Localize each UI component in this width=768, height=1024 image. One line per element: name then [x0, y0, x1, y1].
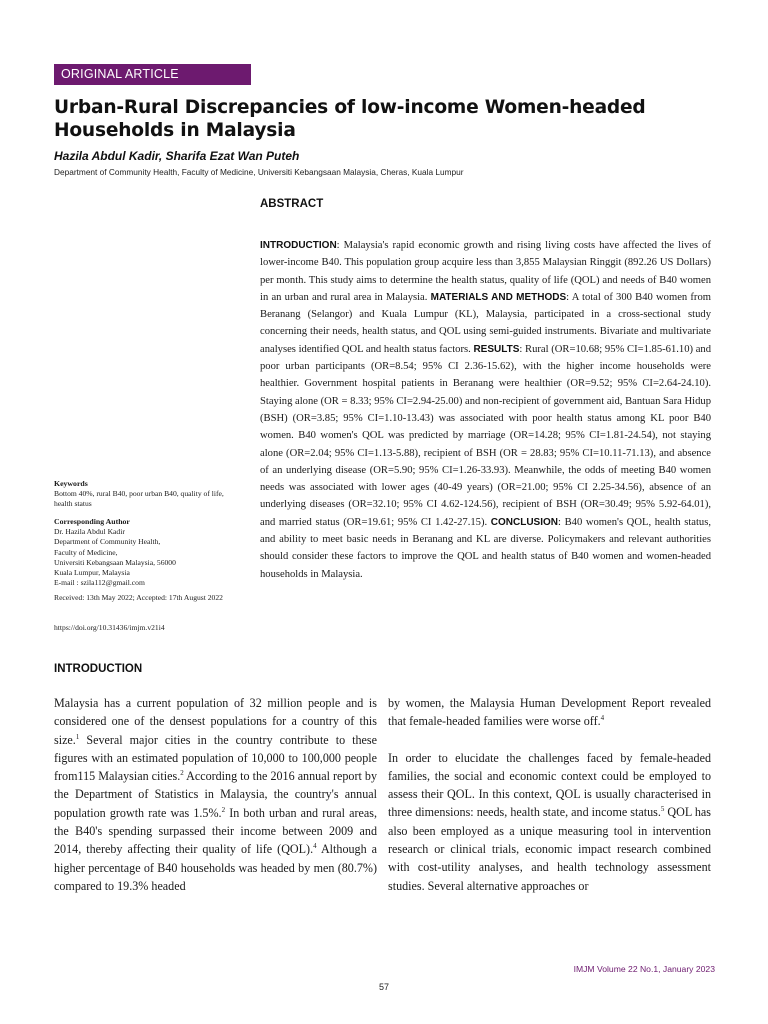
- citation-ref: 4: [600, 714, 605, 723]
- abstract-conclusion-label: CONCLUSION: [490, 516, 559, 528]
- corresponding-email: E-mail : szila112@gmail.com: [54, 578, 145, 588]
- keywords-label: Keywords: [54, 479, 88, 488]
- received-accepted-dates: Received: 13th May 2022; Accepted: 17th August 2022: [54, 593, 223, 602]
- abstract-heading: ABSTRACT: [260, 198, 324, 210]
- author-affiliation: Department of Community Health, Faculty of Medicine, Universiti Kebangsaan Malaysia, Cheras, Kuala Lumpur: [54, 167, 464, 177]
- citation-ref: 2: [180, 769, 184, 778]
- citation-ref: 4: [313, 842, 317, 851]
- abstract-text: [260, 237, 711, 583]
- corresponding-author-block: [54, 517, 244, 588]
- abstract-results-text: : Rural (OR=10.68; 95% CI=1.85-61.10) and poor urban participants (OR=8.54; 95% CI 2.36-15.62), with the higher income households were healthier. Government hospital patients in Beranang were healthier (OR=9.52; 95% CI=2.64-24.10). Staying alone (OR = 8.33; 95% CI=2.94-25.00) and non-recipient of government aid, Bantuan Sara Hidup (BSH) (OR=3.85; 95% CI=1.10-13.43) was associated with poor health status among KL poor B40 women. B40 women's QOL was predicted by marriage (OR=14.28; 95% CI=1.81-24.54), not staying alone (OR=2.04; 95% CI=1.13-5.88), recipient of BSH (OR = 28.83; 95% CI=10.11-71.13), and absence of an underlying disease (OR=5.90; 95% CI=1.26-33.93). Meanwhile, the odds of meeting B40 women needs was associated with lower ages (40-49 years) (OR=21.00; 95% CI 2.25-34.56), absence of an underlying diseases (OR=32.10; 95% CI 4.62-124.56), recipient of BSH (OR=30.49; 95% 5.92-64.01), and married status (OR=19.61; 95% CI 1.42-27.15).: [260, 343, 712, 528]
- corresponding-line: Universiti Kebangsaan Malaysia, 56000: [54, 557, 176, 567]
- doi-link[interactable]: https://doi.org/10.31436/imjm.v21i4: [54, 623, 165, 632]
- corresponding-line: Faculty of Medicine,: [54, 547, 118, 557]
- keywords-text: Bottom 40%, rural B40, poor urban B40, quality of life, health status: [54, 489, 224, 509]
- text-run: Malaysia has a current population of 32 million people and is considered one of the densest populations for a country of this size.: [54, 696, 377, 747]
- paragraph: [54, 694, 377, 895]
- corresponding-line: Kuala Lumpur, Malaysia: [54, 568, 130, 578]
- paragraph: [388, 694, 711, 731]
- abstract-intro-label: INTRODUCTION: [260, 240, 337, 251]
- text-run: According to the 2016 annual report by the Department of Statistics in Malaysia, the country's annual population growth rate was 1.5%.: [54, 769, 377, 820]
- corresponding-author-label: Corresponding Author: [54, 517, 130, 526]
- article-title: Urban-Rural Discrepancies of low-income Women-headed Households in Malaysia: [54, 97, 646, 141]
- journal-footer: IMJM Volume 22 No.1, January 2023: [573, 964, 715, 974]
- text-run: In both urban and rural areas, the B40's spending surpassed their income between 2009 and 2014, thereby affecting their quality of life (QOL).: [54, 805, 377, 857]
- body-column-right: [388, 694, 711, 895]
- abstract-results-label: RESULTS: [473, 343, 520, 355]
- body-column-left: [54, 694, 377, 895]
- article-type-badge: ORIGINAL ARTICLE: [54, 64, 251, 85]
- abstract-conclusion-text: : B40 women's QOL, health status, and ability to meet basic needs in Beranang and KL are diverse. Policymakers and relevant authorities should consider these factors to improve the QOL and health status of B40 women and women-headed households in Malaysia.: [260, 516, 711, 580]
- corresponding-line: Dr. Hazila Abdul Kadir: [54, 527, 125, 537]
- text-run: QOL has also been employed as a unique measuring tool in intervention research or clinical trials, economic impact research combined with cost-utility analyses, and health technology assessment studies. Several alternative approaches or: [388, 805, 711, 893]
- paragraph: [388, 749, 711, 895]
- keywords-block: [54, 479, 244, 510]
- corresponding-line: Department of Community Health,: [54, 537, 161, 547]
- text-run: Several major cities in the country contribute to these figures with an estimated population of 10,000 to 100,000 people from115 Malaysian cities.: [54, 732, 377, 784]
- citation-ref: 1: [75, 732, 80, 741]
- introduction-heading: INTRODUCTION: [54, 663, 143, 675]
- text-run: Although a higher percentage of B40 households was headed by men (80.7%) compared to 19.3% headed: [54, 842, 377, 893]
- page-number: 57: [378, 982, 389, 992]
- text-run: In order to elucidate the challenges faced by female-headed families, the social and economic context could be employed to assess their QOL. In this context, QOL is usually characterised in three dimensions: needs, health state, and income status.: [388, 750, 711, 820]
- citation-ref: 5: [660, 805, 665, 814]
- citation-ref: 2: [221, 805, 226, 814]
- text-run: by women, the Malaysia Human Development Report revealed that female-headed families were worse off.: [388, 696, 711, 729]
- abstract-intro-text: : Malaysia's rapid economic growth and rising living costs have affected the lives of lower-income B40. This population group acquire less than 3,855 Malaysian Ringgit (892.26 US Dollars) per month. This study aims to determine the health status, quality of life (QOL) and needs of B40 women in an urban and rural area in Malaysia.: [260, 240, 711, 303]
- author-list: Hazila Abdul Kadir, Sharifa Ezat Wan Puteh: [54, 149, 300, 163]
- abstract-methods-text: : A total of 300 B40 women from Beranang (Selangor) and Kuala Lumpur (KL), Malaysia, participated in a cross-sectional study concerning their needs, health status, and QOL using semi-guided instruments. Bivariate and multivariate analyses identified QOL and health status factors.: [260, 291, 711, 355]
- abstract-methods-label: MATERIALS AND METHODS: [430, 291, 567, 303]
